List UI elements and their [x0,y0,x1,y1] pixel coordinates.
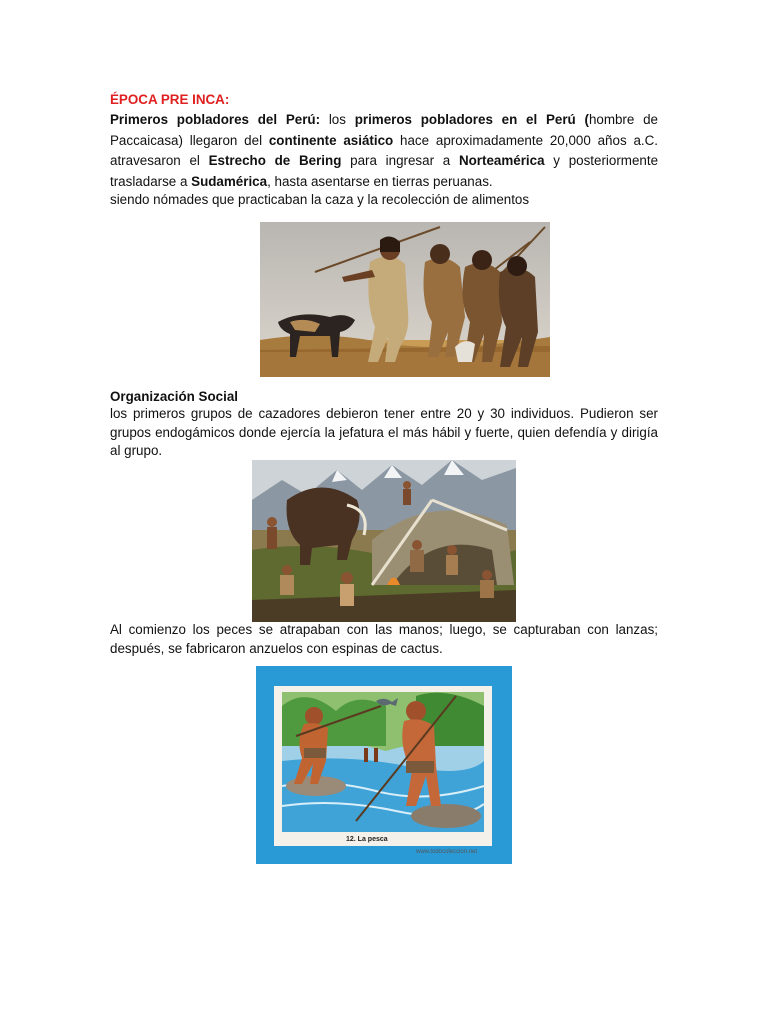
intro-bold-4: Norteamérica [458,153,545,168]
organizacion-title-text: Organización Social [110,389,238,404]
camp-illustration [252,460,516,622]
intro-text-4: para ingresar a [341,153,459,168]
hunters-illustration [260,222,550,377]
section-heading: ÉPOCA PRE INCA: [110,92,230,107]
fishing-card-illustration [256,666,512,864]
intro-text-6: , hasta asentarse en tierras peruanas. [267,173,493,189]
intro-paragraph [110,110,658,192]
organizacion-paragraph: los primeros grupos de cazadores debieron tener entre 20 y 30 individuos. Pudieron ser grupos endogámicos donde ejercía la jefatura el más hábil y fuerte, quien defendía y dirigía al grupo. [110,406,658,458]
intro-text-5: y posteriormente trasladarse a [110,153,659,189]
intro-bold-3: Estrecho de Bering [208,153,342,168]
intro-bold-1: primeros pobladores en el Perú ( [354,112,589,127]
intro-text-3: hace aproximadamente 20,000 años a.C. atravesaron el [110,132,658,168]
intro-label: Primeros pobladores del Perú: [110,112,321,127]
pesca-paragraph: Al comienzo los peces se atrapaban con las manos; luego, se capturaban con lanzas; después, se fabricaron anzuelos con espinas de cactus. [110,622,658,656]
intro-bold-2: continente asiático [268,132,394,148]
intro-bold-5: Sudamérica [191,173,268,189]
intro-text-2: hombre de Paccaicasa) llegaron del [110,112,658,148]
intro-line-2: siendo nómades que practicaban la caza y la recolección de alimentos [110,192,530,207]
fishing-card-watermark: www.todocoleccion.net [416,849,478,855]
intro-text-1: los [320,112,355,127]
fishing-card-caption: 12. La pesca [346,836,388,843]
